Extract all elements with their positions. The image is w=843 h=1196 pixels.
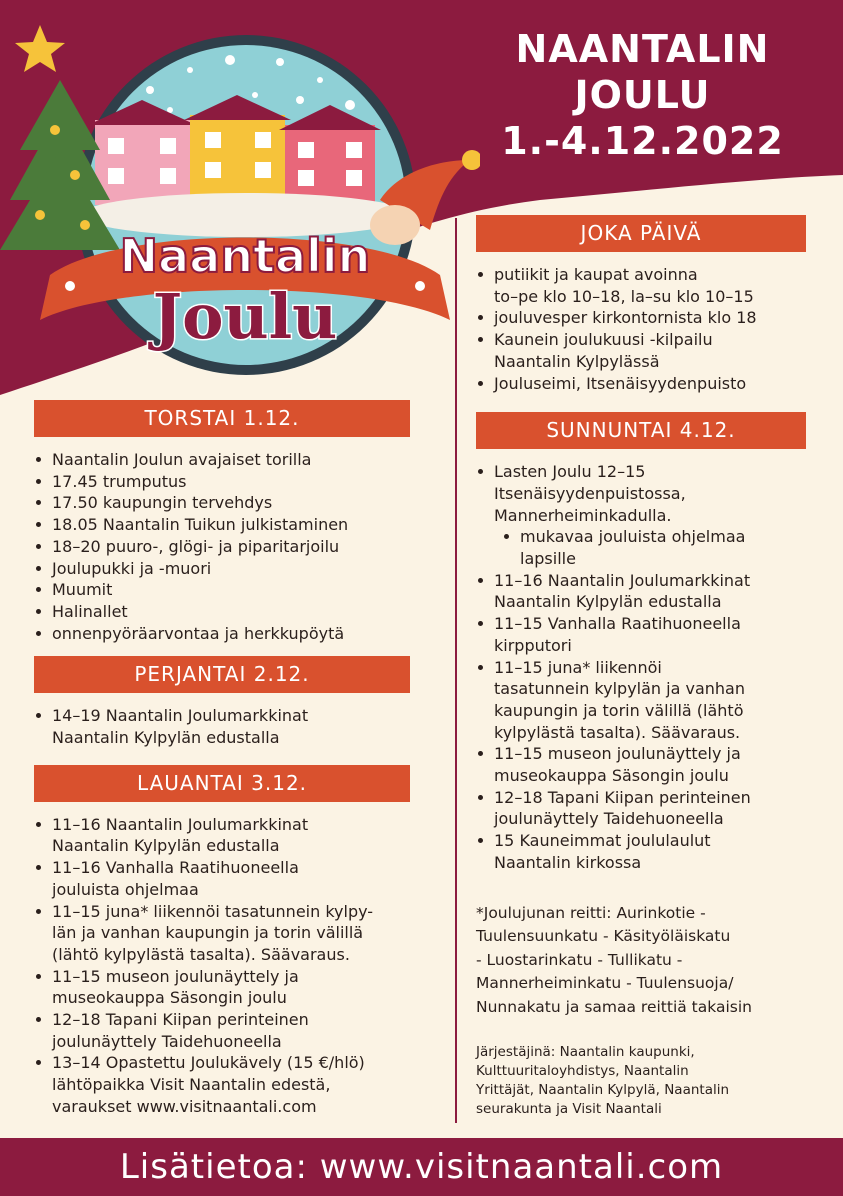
- sub-list-item: [476, 526, 806, 569]
- line: jouluvesper kirkontornista klo 18: [494, 308, 757, 328]
- perjantai-heading: PERJANTAI 2.12.: [34, 656, 410, 693]
- line: Naantalin Kylpylän edustalla: [52, 728, 280, 748]
- list-item: [34, 1009, 410, 1052]
- line: varaukset www.visitnaantali.com: [52, 1096, 317, 1116]
- line: jouluista ohjelmaa: [52, 879, 199, 899]
- list-item: 18–20 puuro-, glögi- ja piparitarjoilu: [34, 536, 410, 558]
- list-item: [34, 814, 410, 857]
- list-item: Halinallet: [34, 601, 410, 623]
- line: 11–15 juna* liikennöi tasatunnein kylpy-: [52, 901, 374, 921]
- line: *Joulujunan reitti: Aurinkotie -: [476, 903, 706, 922]
- list-item: [34, 1052, 410, 1117]
- joka-paiva-heading: JOKA PÄIVÄ: [476, 215, 806, 252]
- lauantai-heading: LAUANTAI 3.12.: [34, 765, 410, 802]
- left-column: [34, 400, 410, 1118]
- line: museokauppa Säsongin joulu: [494, 766, 729, 786]
- organizers-note: [476, 1043, 806, 1119]
- logo-word-naantalin: Naantalin: [119, 229, 371, 283]
- title-line-1: NAANTALIN: [515, 27, 770, 71]
- line: Tuulensuunkatu - Käsityöläiskatu: [476, 927, 731, 946]
- line: (lähtö kylpylästä tasalta). Säävaraus.: [52, 944, 350, 964]
- list-item: 17.45 trumputus: [34, 471, 410, 493]
- list-item: [476, 613, 806, 656]
- sunnuntai-list: [476, 461, 806, 873]
- line: 11–15 museon joulunäyttely ja: [52, 966, 299, 986]
- title-line-2: JOULU: [574, 73, 711, 117]
- line: lähtöpaikka Visit Naantalin edestä,: [52, 1075, 331, 1095]
- line: 11–16 Naantalin Joulumarkkinat: [52, 814, 309, 834]
- line: museokauppa Säsongin joulu: [52, 988, 287, 1008]
- line: 13–14 Opastettu Joulukävely (15 €/hlö): [52, 1053, 365, 1073]
- list-item: Naantalin Joulun avajaiset torilla: [34, 449, 410, 471]
- list-item: 17.50 kaupungin tervehdys: [34, 492, 410, 514]
- line: Jouluseimi, Itsenäisyydenpuisto: [494, 373, 747, 393]
- line: Naantalin Kylpylän edustalla: [494, 592, 722, 612]
- line: Mannerheiminkadulla.: [494, 505, 672, 525]
- naantalin-joulu-logo: [0, 0, 480, 400]
- torstai-heading: TORSTAI 1.12.: [34, 400, 410, 437]
- list-item: [476, 570, 806, 613]
- line: Yrittäjät, Naantalin Kylpylä, Naantalin: [476, 1082, 730, 1099]
- footer-website: Lisätietoa: www.visitnaantali.com: [0, 1138, 843, 1196]
- line: Naantalin kirkossa: [494, 852, 642, 872]
- line: seurakunta ja Visit Naantali: [476, 1101, 662, 1118]
- line: 11–16 Naantalin Joulumarkkinat: [494, 570, 751, 590]
- list-item: [476, 307, 806, 329]
- line: 12–18 Tapani Kiipan perinteinen: [52, 1010, 309, 1030]
- line: kylpylästä tasalta). Säävaraus.: [494, 722, 741, 742]
- list-item: [34, 966, 410, 1009]
- list-item: [476, 787, 806, 830]
- perjantai-list: [34, 705, 410, 748]
- line: joulunäyttely Taidehuoneella: [52, 1031, 282, 1051]
- line: joulunäyttely Taidehuoneella: [494, 809, 724, 829]
- list-item: [476, 264, 806, 307]
- line: Naantalin Kylpylässä: [494, 351, 660, 371]
- line: Kaunein joulukuusi -kilpailu: [494, 330, 713, 350]
- lauantai-list: [34, 814, 410, 1118]
- line: Nunnakatu ja samaa reittiä takaisin: [476, 997, 752, 1016]
- line: Lasten Joulu 12–15: [494, 462, 646, 482]
- list-item: onnenpyöräarvontaa ja herkkupöytä: [34, 623, 410, 645]
- list-item: [476, 743, 806, 786]
- line: Naantalin Kylpylän edustalla: [52, 836, 280, 856]
- list-item: [476, 329, 806, 372]
- torstai-list: [34, 449, 410, 644]
- joka-paiva-list: [476, 264, 806, 394]
- list-item: 18.05 Naantalin Tuikun julkistaminen: [34, 514, 410, 536]
- line: kirpputori: [494, 635, 572, 655]
- list-item: [476, 830, 806, 873]
- line: - Luostarinkatu - Tullikatu -: [476, 950, 683, 969]
- line: Kulttuuritaloyhdistys, Naantalin: [476, 1063, 689, 1080]
- right-column: [476, 215, 806, 1119]
- line: 14–19 Naantalin Joulumarkkinat: [52, 706, 309, 726]
- column-divider: [455, 218, 457, 1123]
- event-title: [470, 26, 815, 164]
- line: Itsenäisyydenpuistossa,: [494, 483, 686, 503]
- line: 11–15 museon joulunäyttely ja: [494, 744, 741, 764]
- title-line-3: 1.-4.12.2022: [501, 119, 784, 163]
- line: 15 Kauneimmat joululaulut: [494, 831, 711, 851]
- list-item: [476, 657, 806, 744]
- line: 11–16 Vanhalla Raatihuoneella: [52, 858, 299, 878]
- logo-word-joulu: Joulu: [152, 280, 338, 353]
- line: Järjestäjinä: Naantalin kaupunki,: [476, 1044, 695, 1061]
- line: tasatunnein kylpylän ja vanhan: [494, 679, 745, 699]
- list-item: [34, 901, 410, 966]
- list-item: [476, 461, 806, 526]
- line: mukavaa jouluista ohjelmaa: [520, 527, 746, 547]
- line: Mannerheiminkatu - Tuulensuoja/: [476, 974, 734, 993]
- line: lapsille: [520, 549, 576, 569]
- train-route-note: [476, 902, 806, 1020]
- sunnuntai-heading: SUNNUNTAI 4.12.: [476, 412, 806, 449]
- line: putiikit ja kaupat avoinna: [494, 265, 698, 284]
- line: 11–15 juna* liikennöi: [494, 657, 662, 677]
- line: 12–18 Tapani Kiipan perinteinen: [494, 787, 751, 807]
- list-item: Joulupukki ja -muori: [34, 558, 410, 580]
- list-item: [34, 705, 410, 748]
- line: to–pe klo 10–18, la–su klo 10–15: [494, 286, 754, 306]
- line: kaupungin ja torin välillä (lähtö: [494, 700, 744, 720]
- line: 11–15 Vanhalla Raatihuoneella: [494, 614, 741, 634]
- line: län ja vanhan kaupungin ja torin välillä: [52, 923, 364, 943]
- list-item: [476, 373, 806, 395]
- list-item: [34, 857, 410, 900]
- list-item: Muumit: [34, 579, 410, 601]
